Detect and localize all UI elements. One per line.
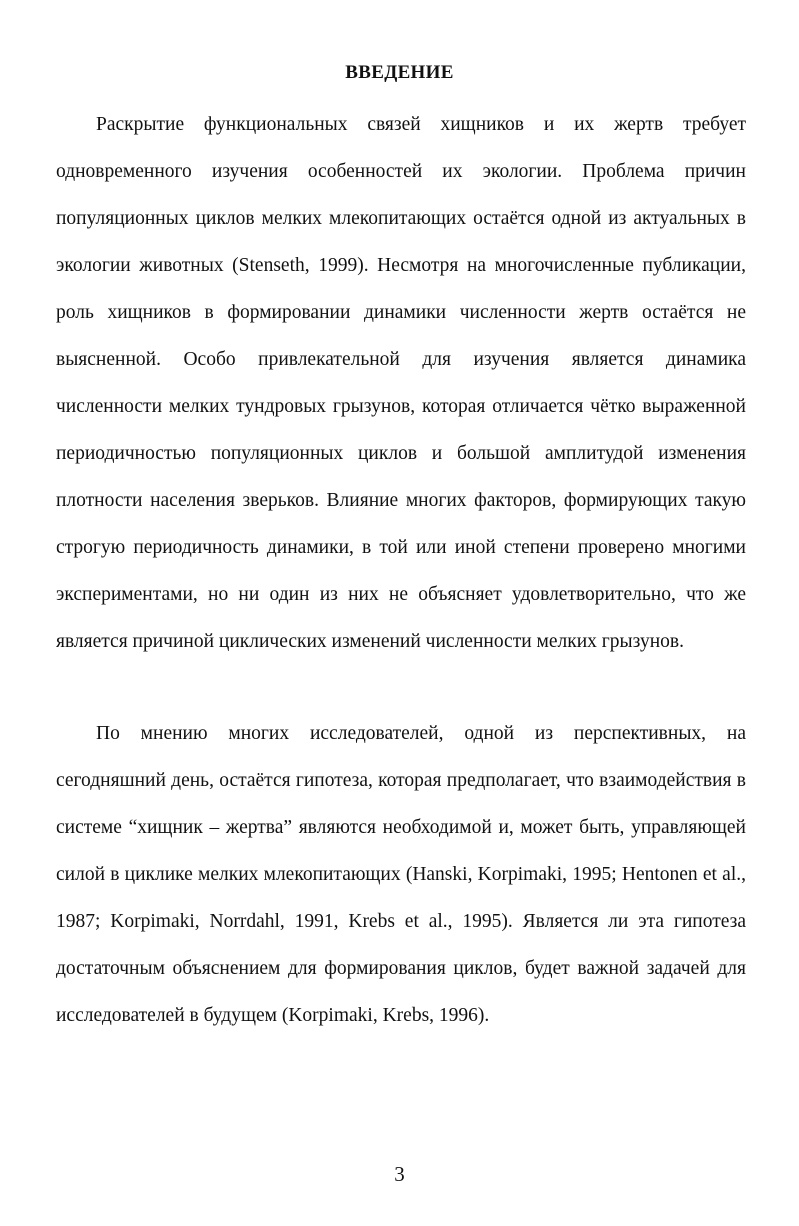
page-number: 3 — [394, 1162, 405, 1186]
page-title: ВВЕДЕНИЕ — [345, 62, 454, 83]
paragraph-hypothesis: По мнению многих исследователей, одной из перспективных, на сегодняшний день, остаётся гипотеза, которая предполагает, что взаимодействия в системе “хищник – жертва” являются необходимой и, может быть, управляющей силой в циклике мелких млекопитающих (Hanski, Korpimaki, 1995; Hentonen et al., 1987; Korpimaki, Norrdahl, 1991, Krebs et al., 1995). Является ли эта гипотеза достаточным объяснением для формирования циклов, будет важной задачей для исследователей в будущем (Korpimaki, Krebs, 1996). — [56, 723, 746, 1026]
paragraph-intro: Раскрытие функциональных связей хищников и их жертв требует одновременного изучения особенностей их экологии. Проблема причин популяционных циклов мелких млекопитающих остаётся одной из актуальных в экологии животных (Stenseth, 1999). Несмотря на многочисленные публикации, роль хищников в формировании динамики численности жертв остаётся не выясненной. Особо привлекательной для изучения является динамика численности мелких тундровых грызунов, которая отличается чётко выраженной периодичностью популяционных циклов и большой амплитудой изменения плотности населения зверьков. Влияние многих факторов, формирующих такую строгую периодичность динамики, в той или иной степени проверено многими экспериментами, но ни один из них не объясняет удовлетворительно, что же является причиной циклических изменений численности мелких грызунов. — [56, 114, 746, 652]
